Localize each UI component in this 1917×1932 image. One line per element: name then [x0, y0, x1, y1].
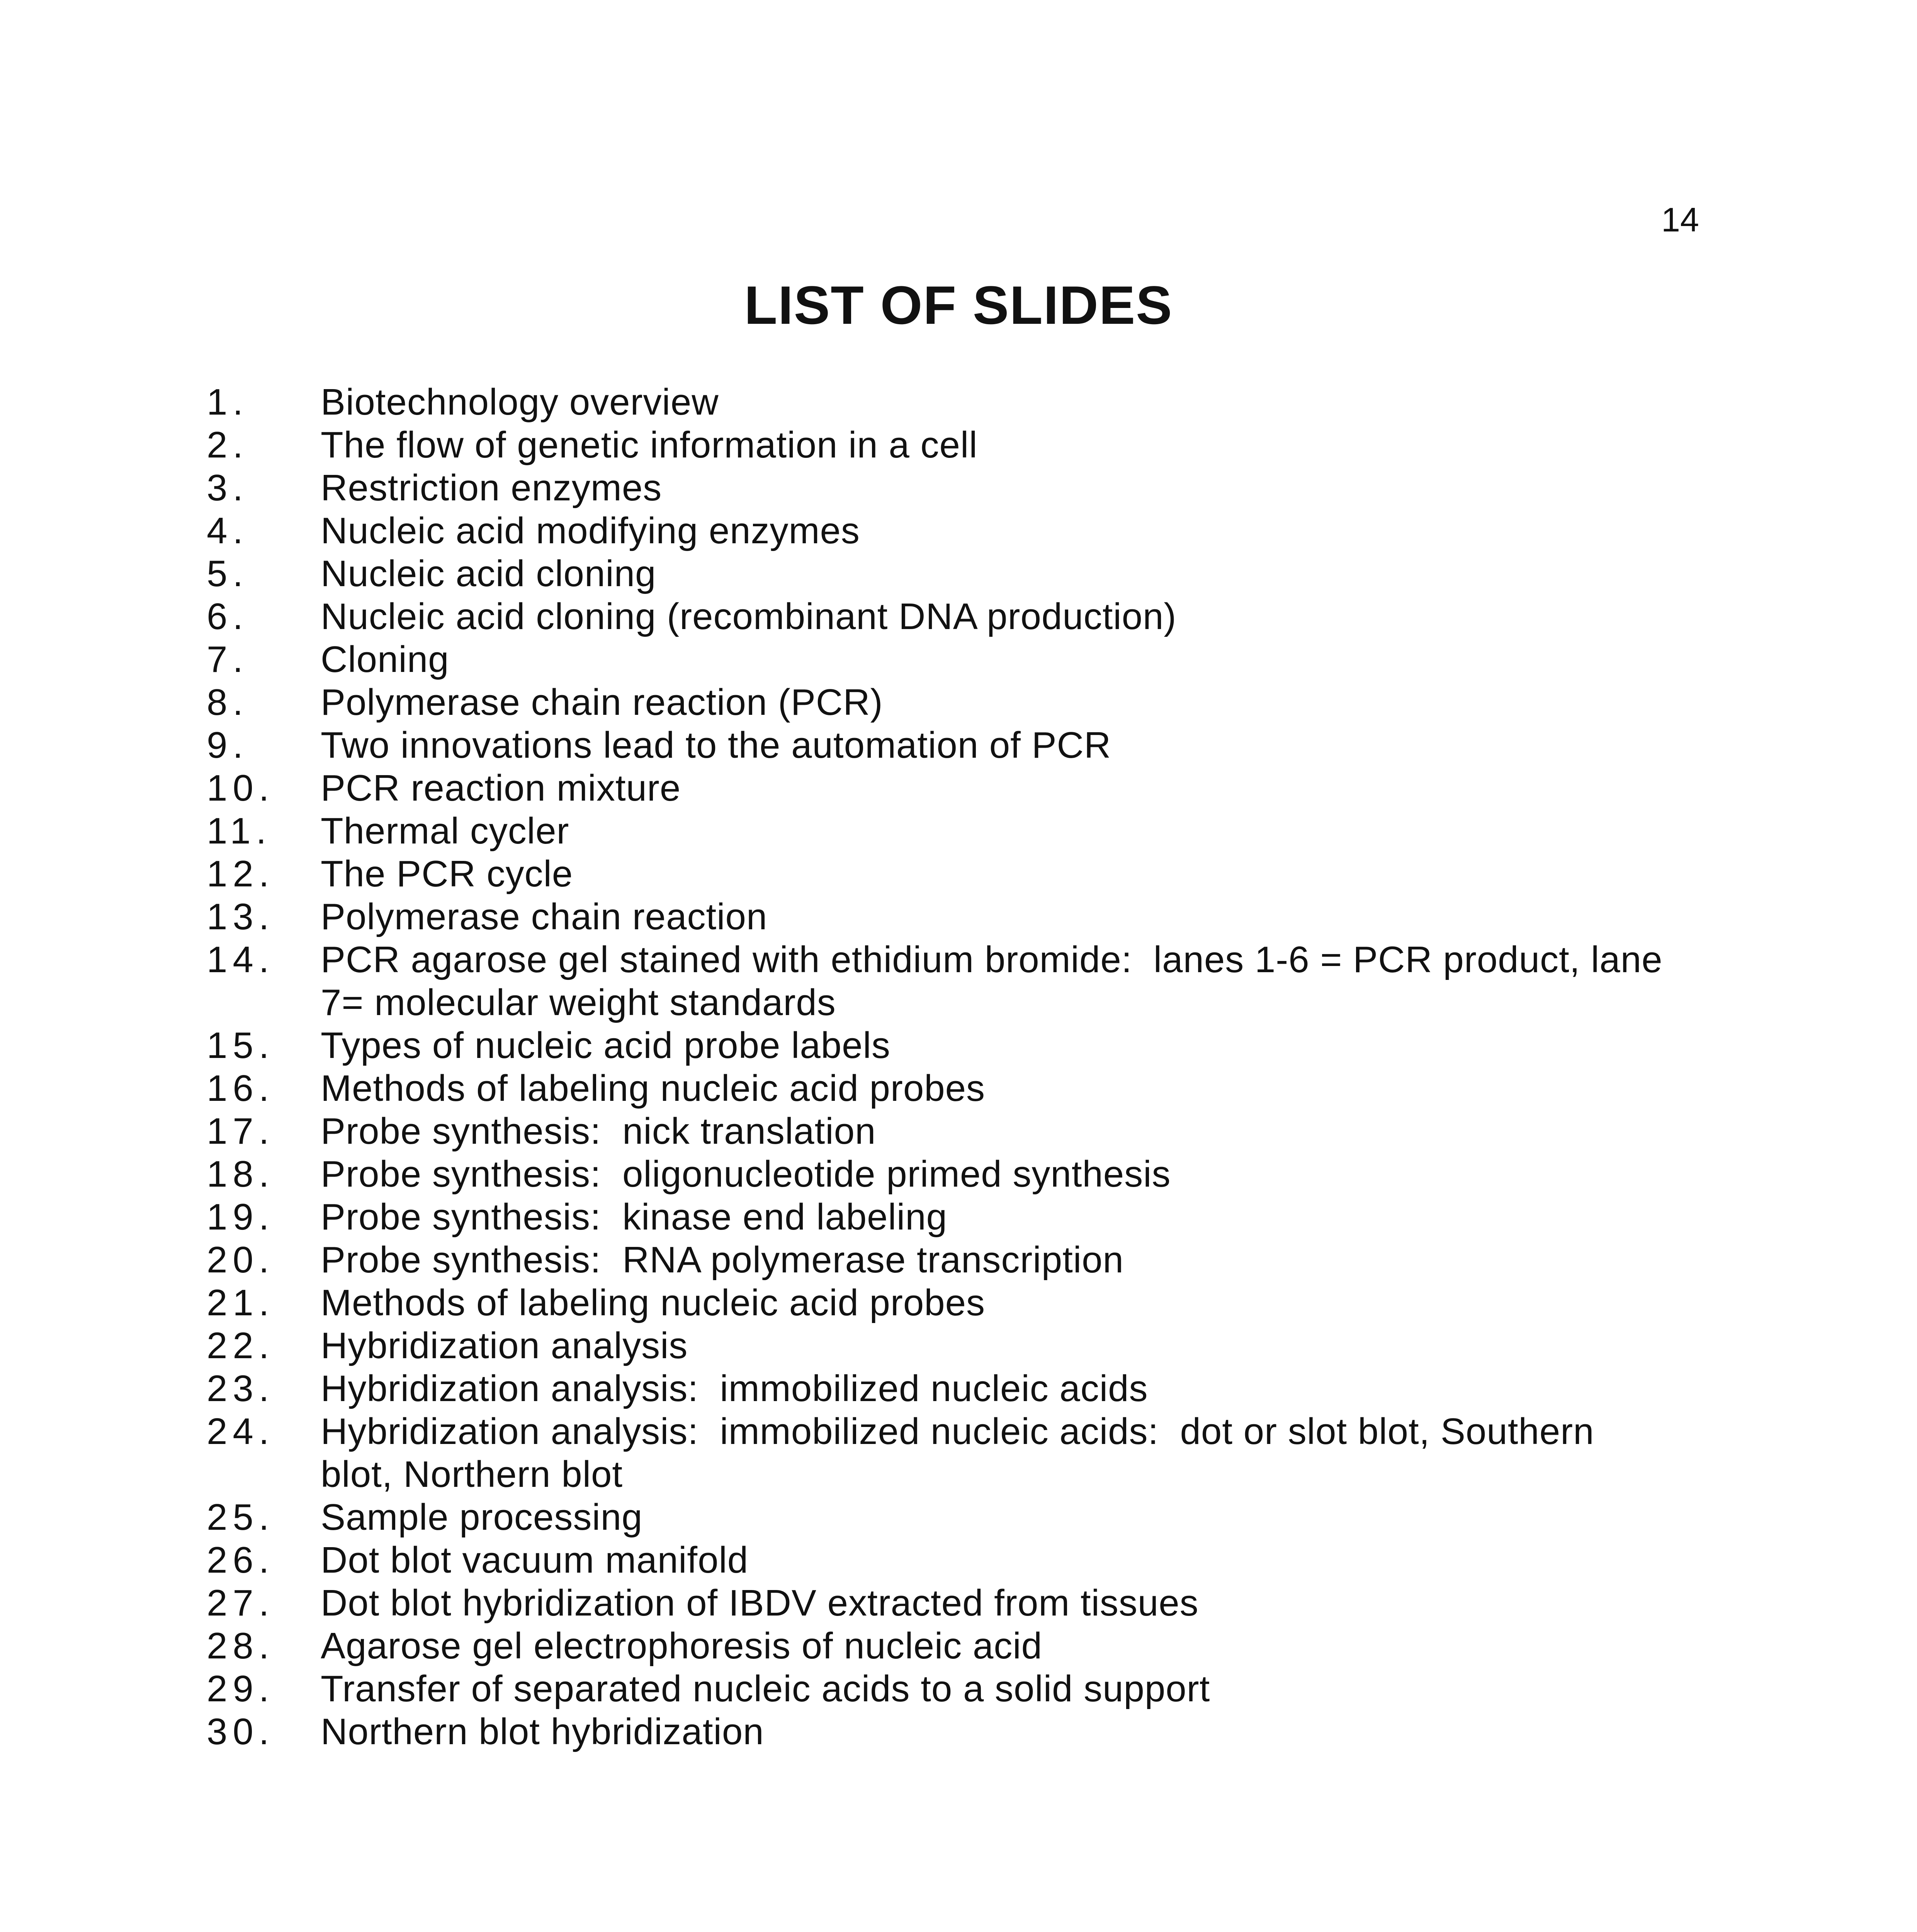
slide-title: Types of nucleic acid probe labels — [321, 1025, 891, 1066]
slide-number: 17. — [207, 1111, 275, 1152]
slide-number: 22. — [207, 1325, 275, 1366]
page-number: 14 — [1661, 201, 1699, 239]
slide-number: 4. — [207, 510, 249, 551]
slide-title: Probe synthesis: RNA polymerase transcription — [321, 1239, 1124, 1281]
slide-title: Sample processing — [321, 1497, 643, 1538]
list-item — [0, 1624, 1917, 1667]
slide-number: 15. — [207, 1025, 275, 1066]
slide-title: Hybridization analysis: immobilized nucleic acids: dot or slot blot, Southern blot, Northern blot — [321, 1411, 1605, 1495]
slide-number: 23. — [207, 1368, 275, 1409]
list-item — [0, 595, 1917, 638]
slide-title: Hybridization analysis: immobilized nucleic acids — [321, 1368, 1148, 1409]
slide-number: 11. — [207, 810, 272, 852]
list-item — [0, 1367, 1917, 1410]
list-item — [0, 1324, 1917, 1367]
slide-number: 20. — [207, 1239, 275, 1281]
page-title: LIST OF SLIDES — [744, 275, 1173, 335]
slide-title: Polymerase chain reaction — [321, 896, 768, 937]
slide-title: Probe synthesis: oligonucleotide primed synthesis — [321, 1153, 1171, 1195]
slide-number: 3. — [207, 467, 249, 509]
slide-title: Nucleic acid cloning (recombinant DNA production) — [321, 596, 1177, 637]
slide-number: 13. — [207, 896, 275, 937]
slide-number: 24. — [207, 1411, 275, 1452]
slide-number: 10. — [207, 767, 275, 809]
slide-title: Dot blot vacuum manifold — [321, 1539, 749, 1581]
slide-number: 29. — [207, 1668, 275, 1709]
list-item — [0, 681, 1917, 724]
list-item — [0, 381, 1917, 423]
slide-number: 21. — [207, 1282, 275, 1323]
slide-number: 12. — [207, 853, 275, 895]
slide-title: Probe synthesis: kinase end labeling — [321, 1196, 947, 1238]
slide-title: Biotechnology overview — [321, 381, 719, 423]
slide-number: 27. — [207, 1582, 275, 1624]
list-item — [0, 1667, 1917, 1710]
list-item — [0, 724, 1917, 767]
slide-title: Restriction enzymes — [321, 467, 662, 509]
list-item — [0, 1110, 1917, 1153]
slide-title: Cloning — [321, 639, 449, 680]
slide-title: PCR agarose gel stained with ethidium bromide: lanes 1-6 = PCR product, lane 7= molecular weight standards — [321, 939, 1674, 1023]
slide-title: Thermal cycler — [321, 810, 569, 852]
slide-number: 18. — [207, 1153, 275, 1195]
slide-number: 26. — [207, 1539, 275, 1581]
slide-number: 2. — [207, 424, 249, 466]
slide-list — [0, 381, 1917, 1753]
slide-title: Methods of labeling nucleic acid probes — [321, 1068, 986, 1109]
slide-number: 6. — [207, 596, 249, 637]
list-item — [0, 938, 1917, 1024]
slide-title: Agarose gel electrophoresis of nucleic acid — [321, 1625, 1043, 1667]
list-item — [0, 1410, 1917, 1496]
list-item — [0, 1496, 1917, 1539]
slide-title: Polymerase chain reaction (PCR) — [321, 682, 883, 723]
slide-number: 7. — [207, 639, 249, 680]
list-item — [0, 552, 1917, 595]
slide-title: PCR reaction mixture — [321, 767, 681, 809]
slide-title: Two innovations lead to the automation of PCR — [321, 724, 1111, 766]
slide-number: 8. — [207, 682, 249, 723]
slide-title: Northern blot hybridization — [321, 1711, 764, 1752]
list-item — [0, 767, 1917, 810]
list-item — [0, 423, 1917, 466]
list-item — [0, 1710, 1917, 1753]
slide-title: Nucleic acid cloning — [321, 553, 656, 594]
list-item — [0, 1024, 1917, 1067]
slide-number: 9. — [207, 724, 249, 766]
slide-title: The flow of genetic information in a cell — [321, 424, 978, 466]
list-item — [0, 1281, 1917, 1324]
slide-title: Hybridization analysis — [321, 1325, 688, 1366]
list-item — [0, 1582, 1917, 1624]
list-item — [0, 638, 1917, 681]
list-item — [0, 509, 1917, 552]
slide-number: 1. — [207, 381, 249, 423]
slide-number: 5. — [207, 553, 249, 594]
slide-number: 19. — [207, 1196, 275, 1238]
slide-title: Transfer of separated nucleic acids to a solid support — [321, 1668, 1210, 1709]
slide-number: 16. — [207, 1068, 275, 1109]
slide-number: 14. — [207, 939, 275, 980]
list-item — [0, 1196, 1917, 1238]
slide-title: Nucleic acid modifying enzymes — [321, 510, 860, 551]
list-item — [0, 852, 1917, 895]
list-item — [0, 1539, 1917, 1582]
list-item — [0, 1067, 1917, 1110]
slide-title: Methods of labeling nucleic acid probes — [321, 1282, 986, 1323]
list-item — [0, 1238, 1917, 1281]
slide-number: 30. — [207, 1711, 275, 1752]
list-item — [0, 810, 1917, 852]
slide-number: 28. — [207, 1625, 275, 1667]
list-item — [0, 895, 1917, 938]
slide-title: Dot blot hybridization of IBDV extracted from tissues — [321, 1582, 1199, 1624]
slide-number: 25. — [207, 1497, 275, 1538]
list-item — [0, 466, 1917, 509]
slide-title: Probe synthesis: nick translation — [321, 1111, 876, 1152]
slide-title: The PCR cycle — [321, 853, 573, 895]
list-item — [0, 1153, 1917, 1196]
